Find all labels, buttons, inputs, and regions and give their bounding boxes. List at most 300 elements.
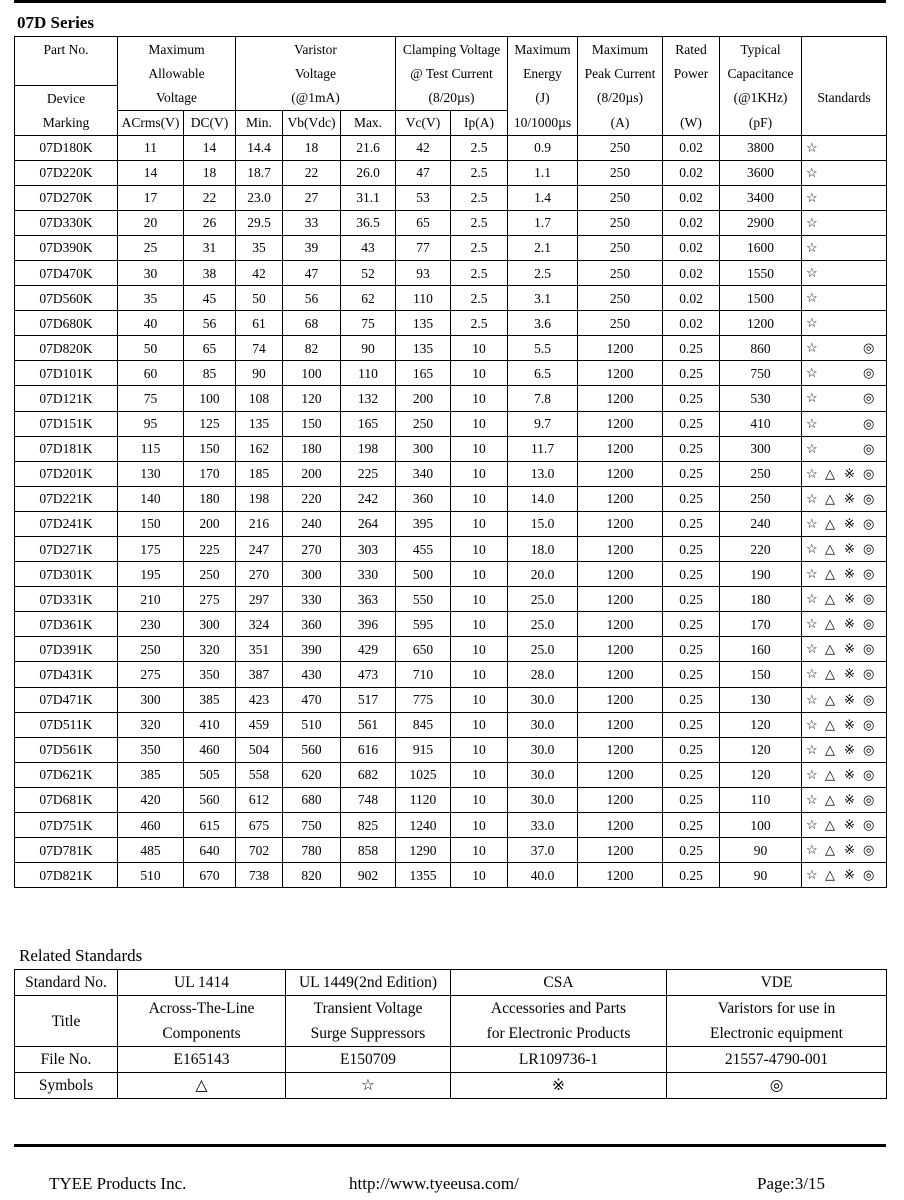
- cell-energy: 5.5: [508, 336, 578, 361]
- cell-vmin: 42: [236, 260, 283, 285]
- cell-energy: 25.0: [508, 587, 578, 612]
- cell-capacitance: 250: [720, 486, 802, 511]
- cell-dc: 250: [184, 562, 236, 587]
- cell-vmax: 429: [341, 637, 396, 662]
- cell-dc: 180: [184, 486, 236, 511]
- cell-energy: 30.0: [508, 737, 578, 762]
- cell-peak-current: 1200: [578, 787, 663, 812]
- table-row: [15, 260, 887, 285]
- cell-part-no: 07D241K: [15, 511, 118, 536]
- cell-capacitance: 120: [720, 712, 802, 737]
- standard-symbol: ※: [844, 616, 855, 632]
- table-row: [15, 235, 887, 260]
- standard-symbol: ※: [844, 490, 855, 506]
- cell-vmax: 62: [341, 286, 396, 311]
- cell-peak-current: 250: [578, 210, 663, 235]
- cell-rated-power: 0.25: [663, 762, 720, 787]
- cell-part-no: 07D330K: [15, 210, 118, 235]
- standard-symbol: ☆: [806, 290, 818, 306]
- standard-symbol: ☆: [806, 315, 818, 331]
- cell-part-no: 07D301K: [15, 562, 118, 587]
- cell-dc: 640: [184, 838, 236, 863]
- cell-capacitance: 120: [720, 762, 802, 787]
- cell-vb: 560: [283, 737, 341, 762]
- cell-energy: 30.0: [508, 787, 578, 812]
- file-no-row: [15, 1047, 887, 1073]
- standard-symbol: ◎: [863, 591, 875, 607]
- cell-dc: 200: [184, 511, 236, 536]
- table-row: [15, 411, 887, 436]
- cell-acrms: 11: [118, 135, 184, 160]
- cell-dc: 560: [184, 787, 236, 812]
- cell-rated-power: 0.25: [663, 511, 720, 536]
- cell-vmin: 50: [236, 286, 283, 311]
- cell-energy: 2.1: [508, 235, 578, 260]
- cell-vmax: 264: [341, 511, 396, 536]
- cell-ip: 10: [451, 762, 508, 787]
- cell-ip: 10: [451, 863, 508, 888]
- standard-symbol: ◎: [863, 641, 875, 657]
- cell-dc: 320: [184, 637, 236, 662]
- cell-rated-power: 0.02: [663, 311, 720, 336]
- cell-acrms: 195: [118, 562, 184, 587]
- cell-capacitance: 180: [720, 587, 802, 612]
- cell-vmax: 330: [341, 562, 396, 587]
- cell-acrms: 420: [118, 787, 184, 812]
- cell-rated-power: 0.25: [663, 687, 720, 712]
- cell-vmax: 242: [341, 486, 396, 511]
- standard-no-row: [15, 970, 887, 996]
- file-no: LR109736-1: [451, 1047, 667, 1073]
- cell-rated-power: 0.25: [663, 361, 720, 386]
- header-energy-3: (J): [508, 86, 578, 111]
- cell-vmin: 162: [236, 436, 283, 461]
- cell-energy: 0.9: [508, 135, 578, 160]
- cell-dc: 31: [184, 235, 236, 260]
- cell-peak-current: 1200: [578, 637, 663, 662]
- cell-vmax: 748: [341, 787, 396, 812]
- cell-vmax: 90: [341, 336, 396, 361]
- table-row: [15, 687, 887, 712]
- cell-rated-power: 0.25: [663, 637, 720, 662]
- cell-vmax: 21.6: [341, 135, 396, 160]
- cell-standards: [802, 537, 887, 562]
- standard-symbol: ☆: [806, 666, 818, 682]
- cell-capacitance: 220: [720, 537, 802, 562]
- standard-symbol: △: [825, 716, 836, 732]
- cell-acrms: 230: [118, 612, 184, 637]
- header-row-1: [15, 37, 887, 62]
- cell-capacitance: 530: [720, 386, 802, 411]
- standard-symbol: △: [825, 490, 836, 506]
- cell-acrms: 140: [118, 486, 184, 511]
- cell-vc: 65: [396, 210, 451, 235]
- table-row: [15, 486, 887, 511]
- cell-energy: 28.0: [508, 662, 578, 687]
- cell-energy: 11.7: [508, 436, 578, 461]
- standard-symbol: ☆: [806, 214, 818, 230]
- standard-name: VDE: [667, 970, 887, 996]
- cell-part-no: 07D560K: [15, 286, 118, 311]
- header-vc: Vc(V): [396, 110, 451, 135]
- standard-symbol: △: [825, 867, 836, 883]
- cell-capacitance: 3400: [720, 185, 802, 210]
- cell-part-no: 07D271K: [15, 537, 118, 562]
- table-row: [15, 336, 887, 361]
- cell-ip: 10: [451, 587, 508, 612]
- cell-vc: 395: [396, 511, 451, 536]
- cell-vc: 200: [396, 386, 451, 411]
- cell-part-no: 07D220K: [15, 160, 118, 185]
- cell-vb: 47: [283, 260, 341, 285]
- cell-capacitance: 3800: [720, 135, 802, 160]
- standard-symbol: ☆: [806, 791, 818, 807]
- standard-title-line: Accessories and Parts: [490, 1000, 627, 1017]
- cell-standards: [802, 612, 887, 637]
- cell-part-no: 07D781K: [15, 838, 118, 863]
- cell-dc: 170: [184, 461, 236, 486]
- cell-vmin: 702: [236, 838, 283, 863]
- standard-symbol: ◎: [863, 791, 875, 807]
- cell-ip: 10: [451, 511, 508, 536]
- cell-vmin: 675: [236, 813, 283, 838]
- standard-symbol: ☆: [806, 264, 818, 280]
- cell-rated-power: 0.25: [663, 737, 720, 762]
- standard-name: CSA: [451, 970, 667, 996]
- standard-symbol: △: [825, 541, 836, 556]
- cell-acrms: 20: [118, 210, 184, 235]
- cell-standards: [802, 160, 887, 185]
- cell-part-no: 07D681K: [15, 787, 118, 812]
- header-ip: Ip(A): [451, 110, 508, 135]
- cell-vmin: 198: [236, 486, 283, 511]
- standard-symbol: ☆: [806, 566, 818, 582]
- standard-symbol: △: [825, 566, 836, 582]
- cell-capacitance: 90: [720, 863, 802, 888]
- cell-vc: 550: [396, 587, 451, 612]
- standard-symbol: ◎: [863, 842, 875, 858]
- cell-peak-current: 1200: [578, 336, 663, 361]
- standard-symbol: ☆: [806, 641, 818, 657]
- cell-standards: [802, 511, 887, 536]
- cell-vmax: 858: [341, 838, 396, 863]
- cell-energy: 37.0: [508, 838, 578, 863]
- cell-vmax: 517: [341, 687, 396, 712]
- footer-url[interactable]: http://www.tyeeusa.com/: [349, 1174, 519, 1193]
- cell-capacitance: 130: [720, 687, 802, 712]
- standard-title-line: for Electronic Products: [486, 1025, 631, 1042]
- cell-acrms: 350: [118, 737, 184, 762]
- cell-dc: 350: [184, 662, 236, 687]
- cell-rated-power: 0.25: [663, 612, 720, 637]
- cell-vmin: 351: [236, 637, 283, 662]
- standard-symbol: ※: [844, 716, 855, 732]
- standard-title: [451, 996, 667, 1047]
- standard-symbol: △: [825, 766, 836, 782]
- cell-vc: 710: [396, 662, 451, 687]
- header-energy-4: 10/1000µs: [508, 110, 578, 135]
- symbols-row: [15, 1073, 887, 1099]
- cell-vc: 845: [396, 712, 451, 737]
- cell-vmin: 558: [236, 762, 283, 787]
- cell-standards: [802, 210, 887, 235]
- cell-acrms: 320: [118, 712, 184, 737]
- standard-name: UL 1449(2nd Edition): [286, 970, 451, 996]
- cell-vc: 775: [396, 687, 451, 712]
- standard-symbol: ☆: [806, 741, 818, 757]
- cell-peak-current: 1200: [578, 863, 663, 888]
- cell-energy: 3.1: [508, 286, 578, 311]
- standard-title-line: Transient Voltage: [313, 1000, 423, 1017]
- cell-peak-current: 1200: [578, 687, 663, 712]
- cell-acrms: 510: [118, 863, 184, 888]
- cell-ip: 2.5: [451, 286, 508, 311]
- cell-energy: 7.8: [508, 386, 578, 411]
- cell-acrms: 17: [118, 185, 184, 210]
- file-no: E150709: [286, 1047, 451, 1073]
- cell-energy: 1.4: [508, 185, 578, 210]
- cell-vb: 780: [283, 838, 341, 863]
- cell-capacitance: 250: [720, 461, 802, 486]
- header-varistor-3: (@1mA): [236, 86, 396, 111]
- cell-vmax: 396: [341, 612, 396, 637]
- cell-capacitance: 750: [720, 361, 802, 386]
- label-title: Title: [15, 996, 118, 1047]
- cell-ip: 10: [451, 737, 508, 762]
- cell-vc: 1120: [396, 787, 451, 812]
- table-row: [15, 762, 887, 787]
- table-row: [15, 461, 887, 486]
- standard-name: UL 1414: [118, 970, 286, 996]
- standard-symbol: ◎: [863, 691, 875, 707]
- cell-acrms: 130: [118, 461, 184, 486]
- cell-vb: 82: [283, 336, 341, 361]
- cell-part-no: 07D621K: [15, 762, 118, 787]
- title-row: [15, 996, 887, 1047]
- cell-energy: 1.7: [508, 210, 578, 235]
- cell-vc: 135: [396, 311, 451, 336]
- cell-ip: 2.5: [451, 160, 508, 185]
- cell-standards: [802, 486, 887, 511]
- cell-ip: 10: [451, 336, 508, 361]
- cell-rated-power: 0.25: [663, 838, 720, 863]
- standard-symbol: ※: [844, 867, 855, 883]
- standard-symbol: △: [825, 791, 836, 807]
- cell-part-no: 07D431K: [15, 662, 118, 687]
- cell-vmax: 473: [341, 662, 396, 687]
- standard-symbol: ※: [844, 666, 855, 682]
- cell-capacitance: 3600: [720, 160, 802, 185]
- label-symbols: Symbols: [15, 1073, 118, 1099]
- cell-standards: [802, 762, 887, 787]
- header-cap-4: (pF): [720, 110, 802, 135]
- standard-symbol: ◎: [863, 566, 875, 582]
- cell-ip: 10: [451, 787, 508, 812]
- cell-capacitance: 300: [720, 436, 802, 461]
- cell-vc: 250: [396, 411, 451, 436]
- cell-acrms: 35: [118, 286, 184, 311]
- standard-symbol: ◎: [863, 440, 875, 456]
- standard-title-line: Electronic equipment: [710, 1025, 843, 1042]
- cell-standards: [802, 260, 887, 285]
- cell-standards: [802, 336, 887, 361]
- cell-vmin: 216: [236, 511, 283, 536]
- header-power-1: Rated: [663, 37, 720, 62]
- cell-standards: [802, 461, 887, 486]
- cell-energy: 33.0: [508, 813, 578, 838]
- cell-acrms: 210: [118, 587, 184, 612]
- cell-capacitance: 170: [720, 612, 802, 637]
- header-power-3: (W): [663, 110, 720, 135]
- cell-vmin: 23.0: [236, 185, 283, 210]
- cell-ip: 10: [451, 637, 508, 662]
- cell-rated-power: 0.25: [663, 813, 720, 838]
- cell-capacitance: 1550: [720, 260, 802, 285]
- cell-dc: 300: [184, 612, 236, 637]
- cell-ip: 10: [451, 662, 508, 687]
- standard-title-line: Surge Suppressors: [310, 1025, 426, 1042]
- cell-energy: 25.0: [508, 612, 578, 637]
- cell-peak-current: 1200: [578, 587, 663, 612]
- header-vmin: Min.: [236, 110, 283, 135]
- cell-vc: 455: [396, 537, 451, 562]
- cell-acrms: 60: [118, 361, 184, 386]
- cell-energy: 30.0: [508, 762, 578, 787]
- standard-symbol: ☆: [806, 365, 818, 381]
- cell-standards: [802, 135, 887, 160]
- cell-peak-current: 1200: [578, 411, 663, 436]
- cell-part-no: 07D201K: [15, 461, 118, 486]
- top-rule: [14, 0, 886, 3]
- cell-vc: 1240: [396, 813, 451, 838]
- cell-standards: [802, 787, 887, 812]
- standard-symbol: ☆: [806, 766, 818, 782]
- cell-vmax: 363: [341, 587, 396, 612]
- cell-vmin: 270: [236, 562, 283, 587]
- standard-symbol: ☆: [806, 390, 818, 406]
- cell-rated-power: 0.02: [663, 185, 720, 210]
- cell-vb: 510: [283, 712, 341, 737]
- file-no: E165143: [118, 1047, 286, 1073]
- standard-symbol: ☆: [806, 541, 818, 556]
- cell-dc: 38: [184, 260, 236, 285]
- cell-dc: 225: [184, 537, 236, 562]
- cell-vmax: 682: [341, 762, 396, 787]
- header-row-2: [15, 61, 887, 86]
- cell-rated-power: 0.25: [663, 787, 720, 812]
- cell-peak-current: 1200: [578, 712, 663, 737]
- cell-part-no: 07D331K: [15, 587, 118, 612]
- cell-peak-current: 1200: [578, 662, 663, 687]
- standard-symbol: ☆: [806, 340, 818, 356]
- header-peak-3: (8/20µs): [578, 86, 663, 111]
- standard-symbol: △: [825, 666, 836, 682]
- cell-dc: 410: [184, 712, 236, 737]
- cell-acrms: 300: [118, 687, 184, 712]
- standard-symbol: △: [825, 741, 836, 757]
- standard-symbol: ※: [844, 766, 855, 782]
- cell-dc: 26: [184, 210, 236, 235]
- cell-vmin: 135: [236, 411, 283, 436]
- standard-symbol: ☆: [806, 867, 818, 883]
- cell-peak-current: 1200: [578, 838, 663, 863]
- header-clamp-2: @ Test Current: [396, 61, 508, 86]
- standard-symbol: ☆: [806, 490, 818, 506]
- standard-symbol: ☆: [806, 616, 818, 632]
- cell-vmax: 225: [341, 461, 396, 486]
- header-clamp-3: (8/20µs): [396, 86, 508, 111]
- cell-standards: [802, 311, 887, 336]
- header-part-no: Part No.: [15, 37, 118, 62]
- standard-symbol: △: [825, 515, 836, 531]
- standard-symbol: △: [825, 641, 836, 657]
- cell-vc: 1355: [396, 863, 451, 888]
- cell-vb: 680: [283, 787, 341, 812]
- cell-vmax: 26.0: [341, 160, 396, 185]
- cell-part-no: 07D511K: [15, 712, 118, 737]
- cell-standards: [802, 637, 887, 662]
- cell-vmax: 31.1: [341, 185, 396, 210]
- cell-vmin: 18.7: [236, 160, 283, 185]
- cell-ip: 10: [451, 411, 508, 436]
- cell-capacitance: 1500: [720, 286, 802, 311]
- cell-vmax: 825: [341, 813, 396, 838]
- table-row: [15, 637, 887, 662]
- cell-capacitance: 240: [720, 511, 802, 536]
- cell-standards: [802, 185, 887, 210]
- table-row: [15, 562, 887, 587]
- table-row: [15, 662, 887, 687]
- cell-energy: 3.6: [508, 311, 578, 336]
- cell-energy: 30.0: [508, 687, 578, 712]
- cell-acrms: 385: [118, 762, 184, 787]
- cell-vb: 240: [283, 511, 341, 536]
- header-device: Device: [15, 86, 118, 111]
- cell-vmin: 247: [236, 537, 283, 562]
- standard-symbol: ☆: [806, 440, 818, 456]
- cell-acrms: 150: [118, 511, 184, 536]
- standard-symbol: ☆: [806, 164, 818, 180]
- cell-vb: 39: [283, 235, 341, 260]
- cell-ip: 2.5: [451, 135, 508, 160]
- cell-vmin: 738: [236, 863, 283, 888]
- cell-vc: 135: [396, 336, 451, 361]
- cell-vmax: 52: [341, 260, 396, 285]
- cell-part-no: 07D361K: [15, 612, 118, 637]
- cell-vb: 300: [283, 562, 341, 587]
- cell-vb: 200: [283, 461, 341, 486]
- header-max-allowable-3: Voltage: [118, 86, 236, 111]
- standard-title-line: Components: [162, 1025, 241, 1042]
- cell-part-no: 07D821K: [15, 863, 118, 888]
- cell-standards: [802, 737, 887, 762]
- cell-peak-current: 1200: [578, 813, 663, 838]
- cell-part-no: 07D680K: [15, 311, 118, 336]
- cell-vc: 1290: [396, 838, 451, 863]
- cell-peak-current: 1200: [578, 537, 663, 562]
- cell-rated-power: 0.25: [663, 662, 720, 687]
- cell-rated-power: 0.02: [663, 210, 720, 235]
- cell-dc: 65: [184, 336, 236, 361]
- cell-vmin: 90: [236, 361, 283, 386]
- cell-ip: 10: [451, 612, 508, 637]
- cell-standards: [802, 436, 887, 461]
- cell-vmax: 616: [341, 737, 396, 762]
- header-energy-1: Maximum: [508, 37, 578, 62]
- cell-standards: [802, 361, 887, 386]
- cell-vc: 110: [396, 286, 451, 311]
- cell-part-no: 07D151K: [15, 411, 118, 436]
